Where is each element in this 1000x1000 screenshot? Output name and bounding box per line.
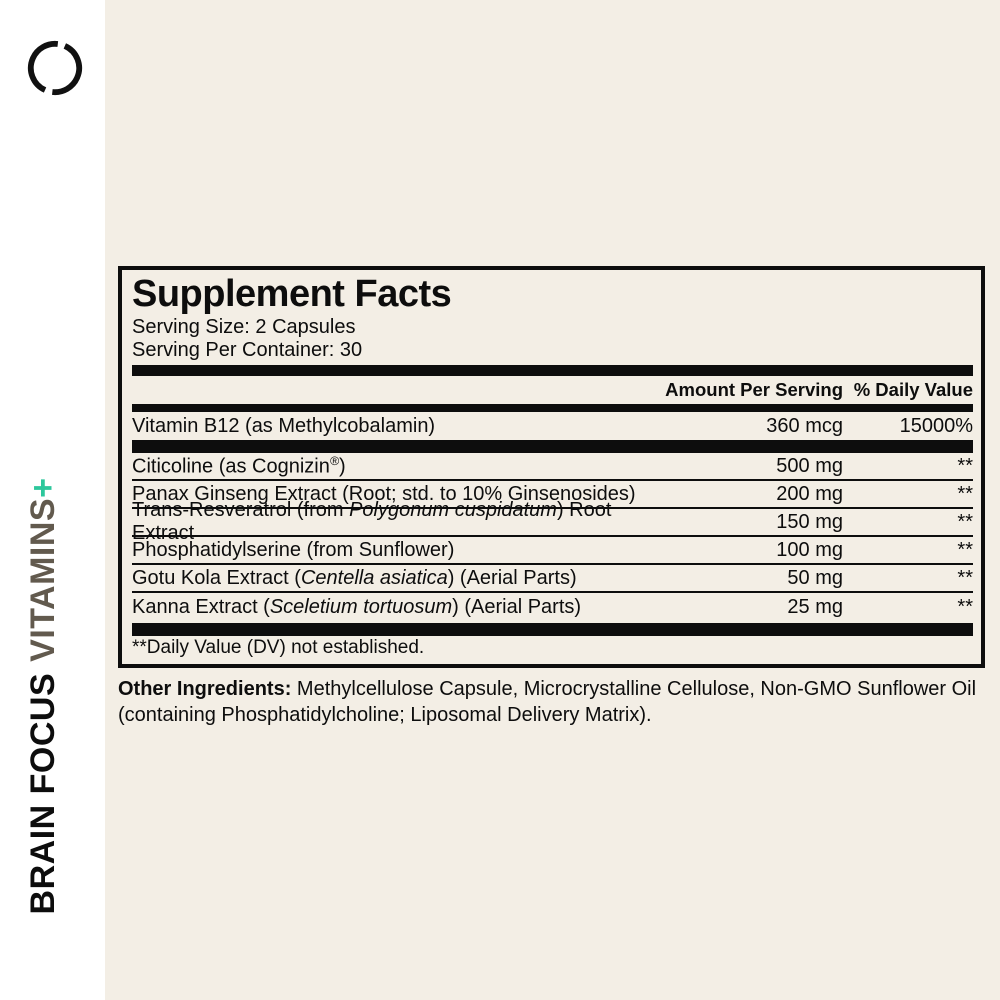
nutrient-row-trans-resveratrol: [132, 499, 973, 544]
serving-size: Serving Size: 2 Capsules: [132, 316, 356, 338]
nutrient-row-phosphatidylserine: [132, 537, 973, 565]
nutrient-amount: 200 mg: [776, 482, 843, 505]
divider-bar-vitamins: [132, 440, 973, 453]
brand-plus-mark: +: [24, 477, 62, 498]
other-ingredients: [118, 676, 990, 728]
other-ingredients-text: Methylcellulose Capsule, Microcrystalline Cellulose, Non-GMO Sunflower Oil (containing Phosphatidylcholine; Liposomal Delivery Matrix).: [118, 678, 977, 726]
brand-vertical-text: [23, 451, 63, 941]
nutrient-name: Phosphatidylserine (from Sunflower): [132, 538, 455, 561]
nutrient-name: Kanna Extract (Sceletium tortuosum) (Aerial Parts): [132, 595, 582, 618]
nutrient-name: Panax Ginseng Extract (Root; std. to 10% Ginsenosides): [132, 482, 636, 505]
nutrient-dv: **: [957, 482, 973, 505]
nutrient-name: Citicoline (as Cognizin®): [132, 453, 346, 478]
nutrient-row-gotu-kola: [132, 565, 973, 593]
nutrient-dv: 15000%: [899, 414, 973, 437]
nutrient-dv: **: [957, 566, 973, 589]
nutrient-name: Gotu Kola Extract (Centella asiatica) (Aerial Parts): [132, 566, 577, 589]
column-header-row: [132, 376, 973, 404]
supplement-facts-panel: [118, 266, 985, 668]
nutrient-row-vitamin-b12: [132, 412, 973, 440]
nutrient-amount: 25 mg: [787, 595, 843, 618]
nutrient-amount: 150 mg: [776, 510, 843, 533]
nutrient-name: Vitamin B12 (as Methylcobalamin): [132, 414, 436, 437]
nutrient-row-kanna: [132, 593, 973, 621]
brand-sidebar: [0, 0, 105, 1000]
daily-value-footnote: **Daily Value (DV) not established.: [132, 637, 425, 658]
nutrient-dv: **: [957, 538, 973, 561]
brand-name-primary: BRAIN FOCUS: [24, 672, 62, 915]
nutrient-name: Trans-Resveratrol (from Polygonum cuspidatum) Root Extract: [132, 499, 612, 544]
divider-bar-header: [132, 404, 973, 412]
supplement-facts-title: Supplement Facts: [132, 273, 452, 315]
nutrient-amount: 500 mg: [776, 454, 843, 477]
nutrient-amount: 100 mg: [776, 538, 843, 561]
nutrient-dv: **: [957, 454, 973, 477]
nutrient-amount: 360 mcg: [766, 414, 843, 437]
divider-bar-bottom: [132, 623, 973, 636]
brand-name-secondary: VITAMINS: [24, 497, 62, 662]
nutrient-amount: 50 mg: [787, 566, 843, 589]
other-ingredients-label: Other Ingredients:: [118, 678, 292, 700]
divider-bar-top: [132, 365, 973, 376]
amount-per-serving-header: Amount Per Serving: [665, 379, 843, 400]
nutrient-row-citicoline: [132, 453, 973, 481]
daily-value-header: % Daily Value: [853, 379, 973, 400]
servings-per-container: Serving Per Container: 30: [132, 339, 363, 361]
nutrient-dv: **: [957, 510, 973, 533]
broken-circle-logo-icon: [26, 39, 84, 97]
nutrient-dv: **: [957, 595, 973, 618]
